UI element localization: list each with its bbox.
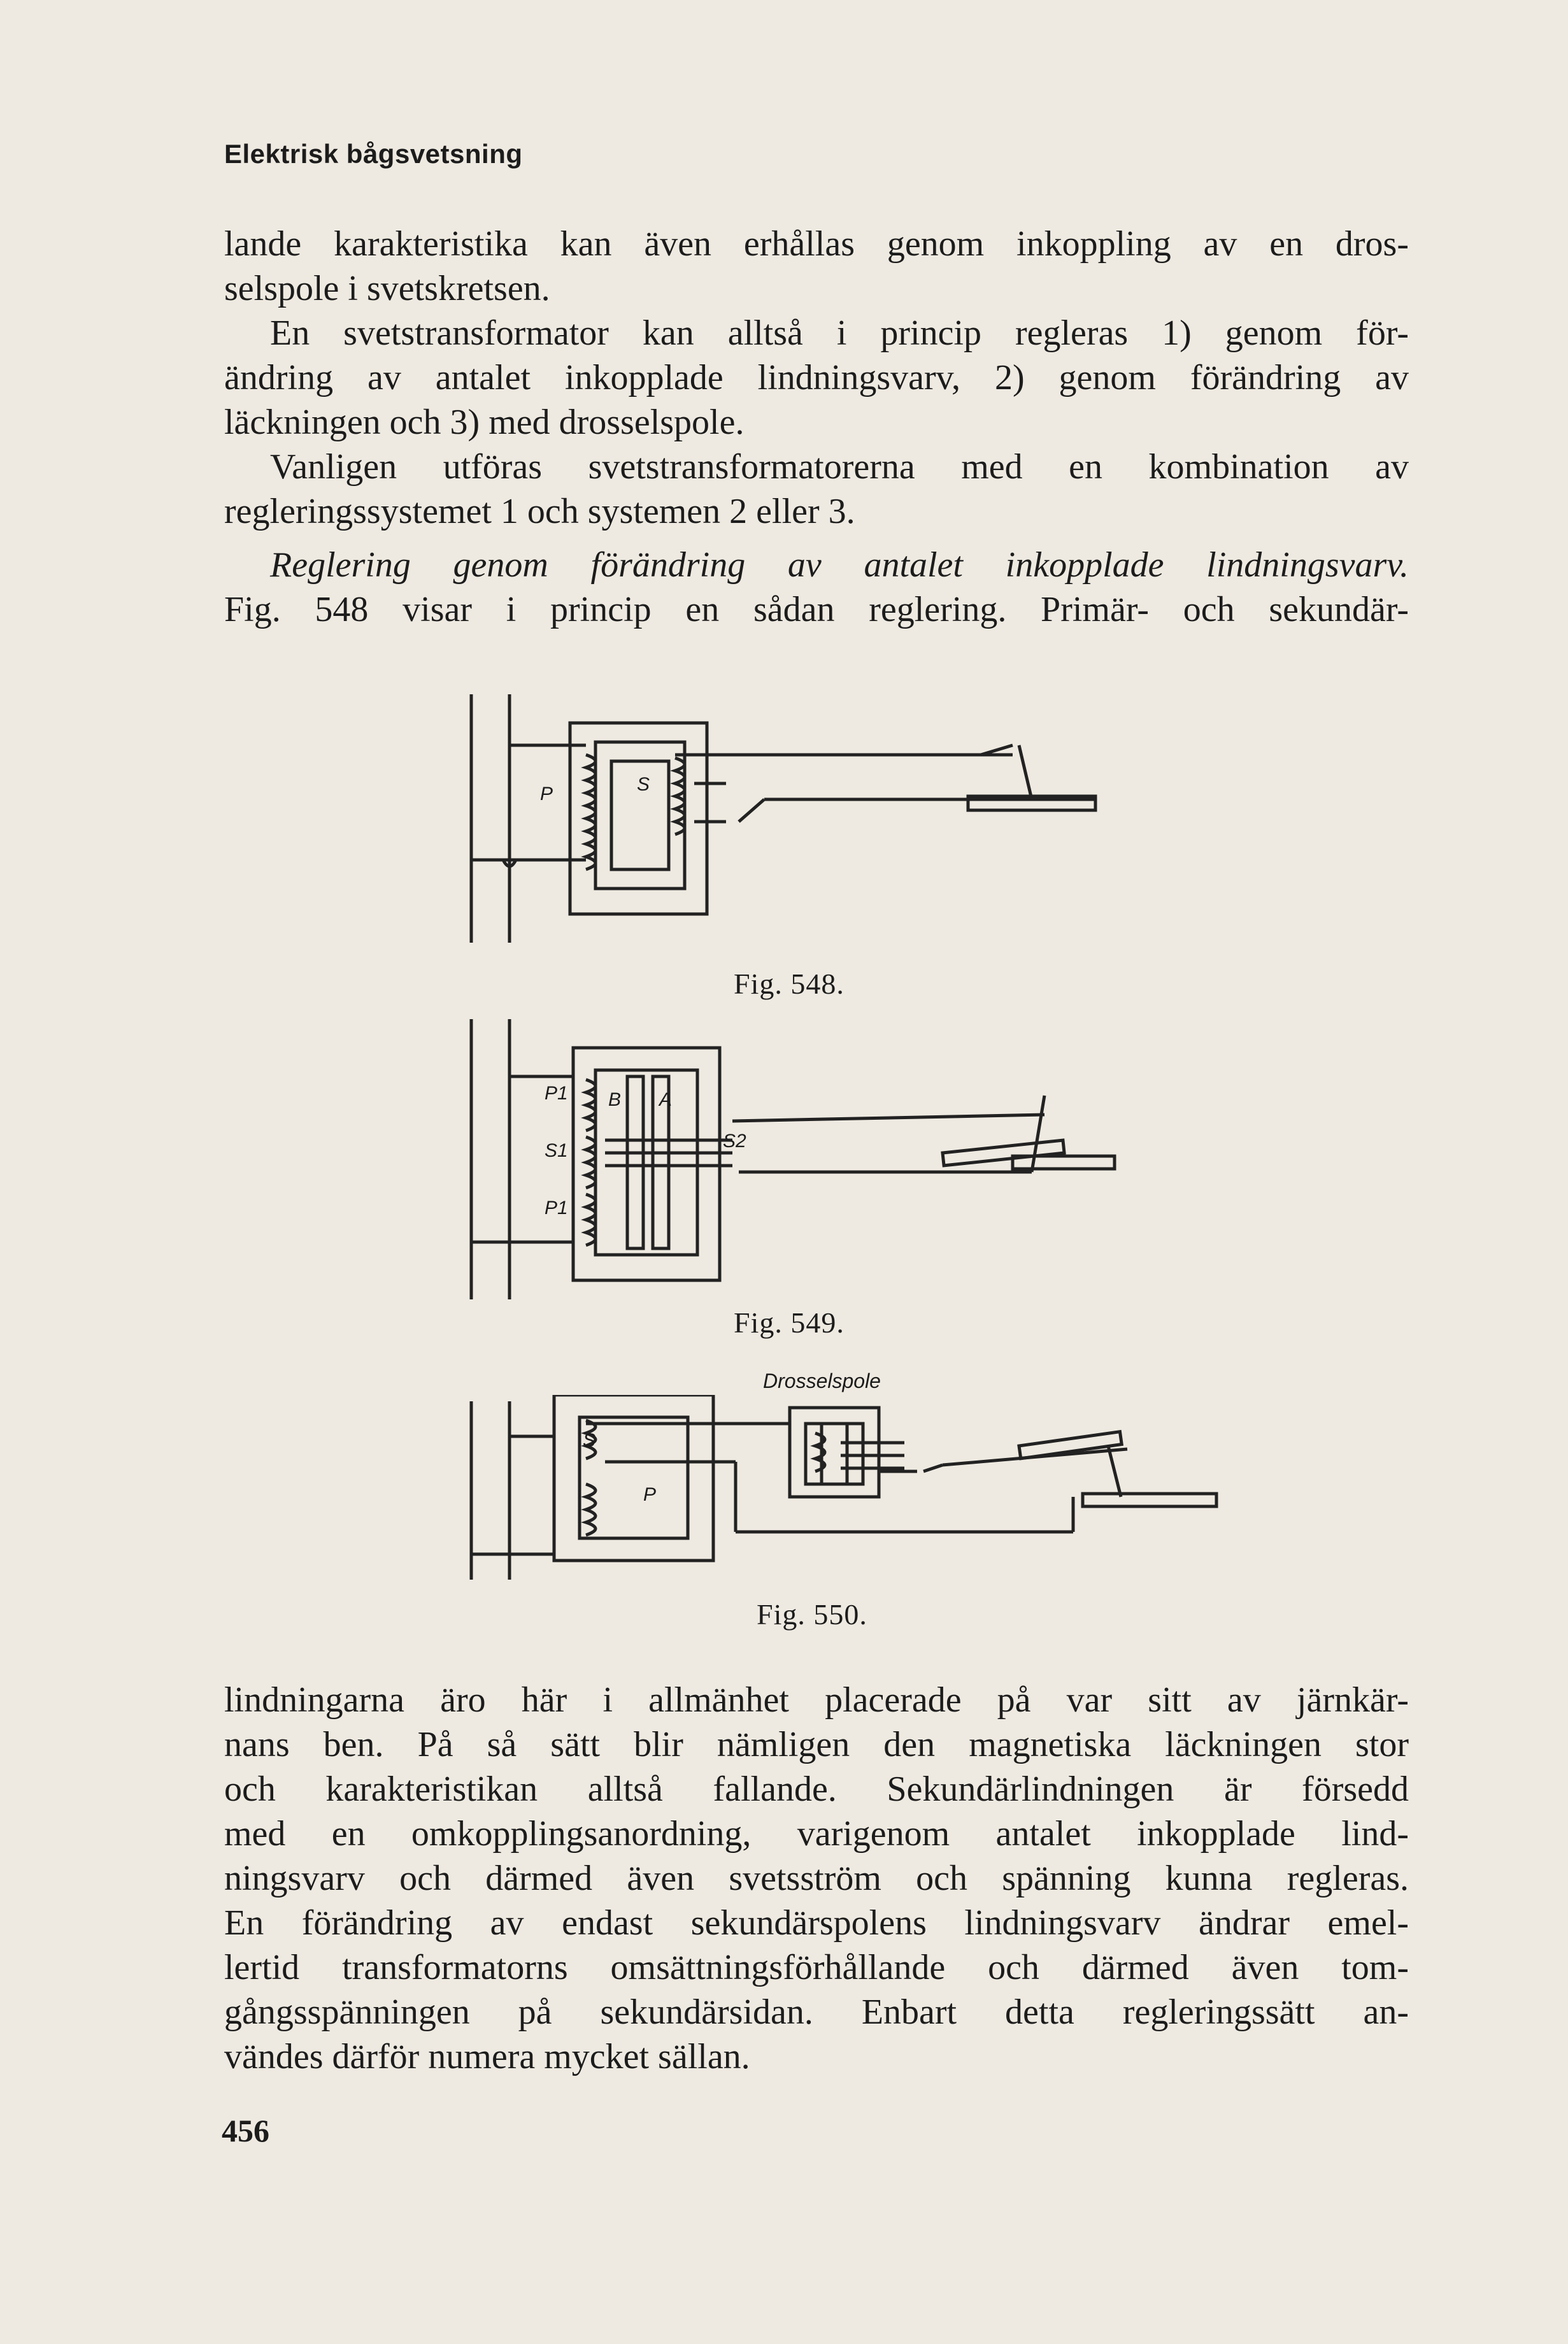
- text-line: regleringssystemet 1 och systemen 2 eller 3.: [224, 492, 855, 531]
- section-heading: Reglering genom förändring av antalet inkopplade lindningsvarv.: [270, 545, 1409, 585]
- text-line: En förändring av endast sekundärspolens lindningsvarv ändrar emel-: [224, 1903, 1409, 1943]
- text-line: ningsvarv och därmed även svetsström och spänning kunna regleras.: [224, 1859, 1409, 1898]
- label-s2: S2: [723, 1131, 746, 1152]
- text-line: selspole i svetskretsen.: [224, 269, 550, 308]
- text-line: nans ben. På så sätt blir nämligen den magnetiska läckningen stor: [224, 1725, 1409, 1764]
- label-p: P: [643, 1484, 657, 1505]
- label-drosselspole: Drosselspole: [763, 1369, 881, 1392]
- running-head: Elektrisk bågsvetsning: [224, 139, 523, 169]
- text-line: läckningen och 3) med drosselspole.: [224, 403, 745, 442]
- label-p1-bottom: P1: [545, 1197, 568, 1218]
- text-line: ändring av antalet inkopplade lindningsvarv, 2) genom förändring av: [224, 358, 1409, 397]
- page-number: 456: [222, 2113, 269, 2148]
- body-text-bottom: [224, 1678, 1409, 2079]
- figure-550-diagram: [459, 1395, 1236, 1586]
- figure-549-caption: Fig. 549.: [734, 1306, 845, 1339]
- label-a: A: [659, 1089, 673, 1110]
- text-line: lertid transformatorns omsättningsförhållande och därmed även tom-: [224, 1948, 1409, 1987]
- text-line: gångsspänningen på sekundärsidan. Enbart detta regleringssätt an-: [224, 1992, 1409, 2032]
- label-p1-top: P1: [545, 1083, 568, 1104]
- figure-548-diagram: [459, 694, 1121, 949]
- text-line: med en omkopplingsanordning, varigenom antalet inkopplade lind-: [224, 1814, 1409, 1854]
- figure-549-diagram: [459, 1019, 1159, 1299]
- label-primary: P: [540, 783, 553, 804]
- text-line: lande karakteristika kan även erhållas genom inkoppling av en dros-: [224, 224, 1409, 264]
- label-b: B: [608, 1089, 622, 1110]
- label-secondary: S: [637, 774, 650, 795]
- body-text-top: [224, 222, 1409, 632]
- figure-548-caption: Fig. 548.: [734, 968, 845, 1000]
- label-s: S: [583, 1430, 596, 1451]
- label-s1: S1: [545, 1140, 568, 1161]
- text-line: Fig. 548 visar i princip en sådan reglering. Primär- och sekundär-: [224, 590, 1409, 629]
- text-line: vändes därför numera mycket sällan.: [224, 2037, 750, 2076]
- text-line: och karakteristikan alltså fallande. Sekundärlindningen är försedd: [224, 1769, 1409, 1809]
- text-line: Vanligen utföras svetstransformatorerna med en kombination av: [270, 447, 1409, 487]
- text-line: En svetstransformator kan alltså i princip regleras 1) genom för-: [270, 313, 1409, 353]
- figure-550-caption: Fig. 550.: [757, 1598, 867, 1631]
- text-line: lindningarna äro här i allmänhet placerade på var sitt av järnkär-: [224, 1680, 1409, 1720]
